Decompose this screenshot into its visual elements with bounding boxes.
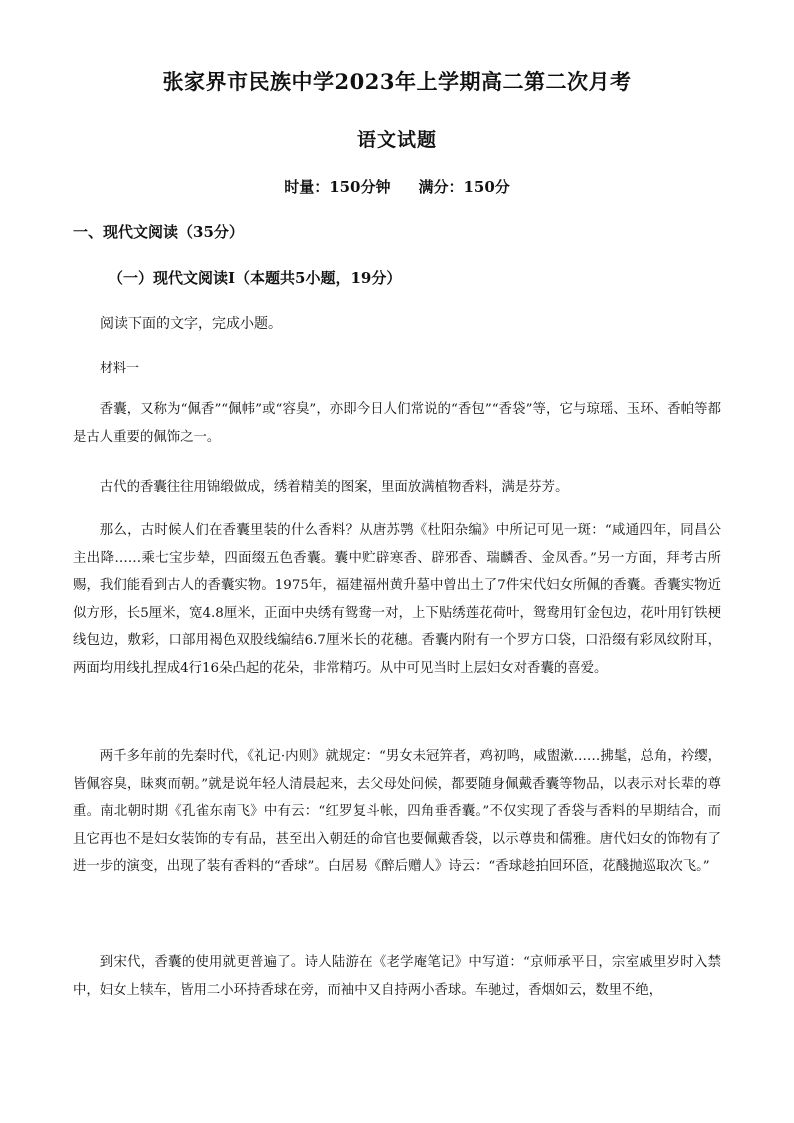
passage-paragraph: 那么，古时候人们在香囊里装的什么香料？从唐苏鹗《杜阳杂编》中所记可见一斑：“咸通四年，同昌公主出降……乘七宝步辇，四面缀五色香囊。囊中贮辟寒香、辟邪香、瑞麟香、金凤香。”另一方面，拜考古所赐，我们能看到古人的香囊实物。1975年，福建福州黄升墓中曾出土了7件宋代妇女所佩的香囊。香囊实物近似方形，长5厘米，宽4.8厘米，正面中央绣有鸳鸯一对，上下贴绣莲花荷叶，鸳鸯用钉金包边，花叶用钉铁梗线包边，敷彩，口部用褐色双股线编结6.7厘米长的花穗。香囊内附有一个罗方口袋，口沿缀有彩凤纹附耳，两面均用线扎捏成4行16朵凸起的花朵，非常精巧。从中可见当时上层妇女对香囊的喜爱。	[73, 523, 721, 676]
subsection-heading: （一）现代文阅读Ⅰ（本题共5小题，19分）	[108, 269, 402, 287]
time-limit: 时量：150分钟	[284, 178, 391, 196]
exam-subject-title: 语文试题	[356, 129, 437, 151]
full-score: 满分：150分	[418, 178, 510, 196]
passage-paragraph: 香囊，又称为“佩香”“佩帏”或“容臭”，亦即今日人们常说的“香包”“香袋”等，它与琼瑶、玉环、香帕等都是古人重要的佩饰之一。	[73, 402, 721, 445]
reading-instruction: 阅读下面的文字，完成小题。	[100, 316, 282, 332]
passage-paragraph: 到宋代，香囊的使用就更普遍了。诗人陆游在《老学庵笔记》中写道：“京师承平日，宗室戚里岁时入禁中，妇女上犊车，皆用二小环持香球在旁，而袖中又自持两小香球。车驰过，香烟如云，数里不绝，	[73, 955, 721, 998]
time-score-line	[0, 176, 794, 197]
exam-title: 张家界市民族中学2023年上学期高二第二次月考	[162, 69, 632, 94]
material-label: 材料一	[100, 361, 140, 376]
section-heading: 一、现代文阅读（35分）	[73, 223, 244, 241]
passage-paragraph: 两千多年前的先秦时代，《礼记·内则》就规定：“男女未冠笄者，鸡初鸣，咸盥漱……拂髦，总角，衿缨，皆佩容臭，昧爽而朝。”就是说年轻人清晨起来，去父母处问候，都要随身佩戴香囊等物品，以表示对长辈的尊重。南北朝时期《孔雀东南飞》中有云：“红罗复斗帐，四角垂香囊。”不仅实现了香袋与香料的早期结合，而且它再也不是妇女装饰的专有品，甚至出入朝廷的命官也要佩戴香袋，以示尊贵和儒雅。唐代妇女的饰物有了进一步的演变，出现了装有香料的“香球”。白居易《醉后赠人》诗云：“香球趁拍回环匼，花醆抛巡取次飞。”	[73, 749, 721, 874]
passage-paragraph: 古代的香囊往往用锦缎做成，绣着精美的图案，里面放满植物香料，满是芬芳。	[99, 480, 569, 495]
